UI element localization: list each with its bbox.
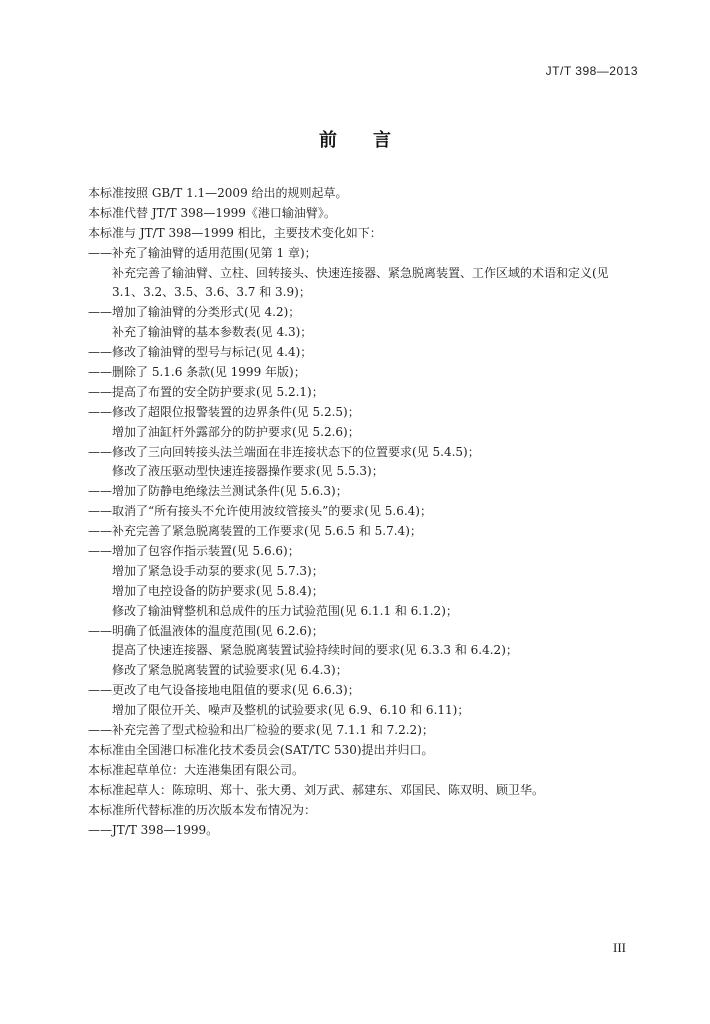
text-line: ——增加了输油臂的分类形式(见 4.2)； (88, 305, 301, 320)
text-line: 本标准所代替标准的历次版本发布情况为： (88, 802, 317, 817)
text-line: ——提高了布置的安全防护要求(见 5.2.1)； (88, 384, 324, 399)
text-line: 增加了限位开关、噪声及整机的试验要求(见 6.9、6.10 和 6.11)； (112, 703, 470, 718)
text-line: ——明确了低温液体的温度范围(见 6.2.6)； (88, 623, 324, 638)
text-line: 本标准起草人：陈琼明、郑十、张大勇、刘万武、郝建东、邓国民、陈双明、顾卫华。 (88, 782, 545, 797)
text-line: 本标准与 JT/T 398—1999 相比，主要技术变化如下： (88, 225, 382, 240)
text-line: ——修改了输油臂的型号与标记(见 4.4)； (88, 345, 313, 360)
text-line: 增加了紧急设手动泵的要求(见 5.7.3)； (112, 563, 324, 578)
text-line: ——修改了三向回转接头法兰端面在非连接状态下的位置要求(见 5.4.5)； (88, 444, 480, 459)
text-line: ——补充完善了紧急脱离装置的工作要求(见 5.6.5 和 5.7.4)； (88, 524, 422, 539)
text-line: 补充了输油臂的基本参数表(见 4.3)； (112, 325, 313, 340)
text-line: 本标准起草单位：大连港集团有限公司。 (88, 762, 305, 777)
text-line: ——取消了“所有接头不允许使用波纹管接头”的要求(见 5.6.4)； (88, 504, 432, 519)
text-line: 增加了油缸杆外露部分的防护要求(见 5.2.6)； (112, 424, 360, 439)
text-line: 修改了输油臂整机和总成件的压力试验范围(见 6.1.1 和 6.1.2)； (112, 603, 458, 618)
body-text (88, 184, 648, 840)
text-line: ——增加了防静电绝缘法兰测试条件(见 5.6.3)； (88, 484, 348, 499)
text-line: 本标准代替 JT/T 398—1999《港口输油臂》。 (88, 205, 336, 220)
text-line: ——更改了电气设备接地电阻值的要求(见 6.6.3)； (88, 683, 360, 698)
page-number: III (613, 940, 626, 955)
text-line: ——补充完善了型式检验和出厂检验的要求(见 7.1.1 和 7.2.2)； (88, 723, 434, 738)
text-line: ——修改了超限位报警装置的边界条件(见 5.2.5)； (88, 404, 360, 419)
text-line: 本标准按照 GB/T 1.1—2009 给出的规则起草。 (88, 186, 348, 200)
text-line: 提高了快速连接器、紧急脱离装置试验持续时间的要求(见 6.3.3 和 6.4.2)； (112, 643, 518, 658)
text-line: ——删除了 5.1.6 条款(见 1999 年版)； (88, 365, 306, 380)
text-line: ——JT/T 398—1999。 (88, 822, 219, 837)
text-line: 增加了电控设备的防护要求(见 5.8.4)； (112, 583, 324, 598)
text-line: 修改了液压驱动型快速连接器操作要求(见 5.5.3)； (112, 464, 384, 479)
text-line: 本标准由全国港口标准化技术委员会(SAT/TC 530)提出并归口。 (88, 742, 434, 757)
text-line: 3.1、3.2、3.5、3.6、3.7 和 3.9)； (112, 285, 311, 300)
page-title: 前言 (319, 130, 427, 151)
text-line: ——补充了输油臂的适用范围(见第 1 章)； (88, 245, 317, 260)
text-line: 修改了紧急脱离装置的试验要求(见 6.4.3)； (112, 663, 348, 678)
standard-code: JT/T 398—2013 (545, 64, 638, 78)
text-line: 补充完善了输油臂、立柱、回转接头、快速连接器、紧急脱离装置、工作区域的术语和定义(见 (112, 265, 609, 280)
text-line: ——增加了包容作指示装置(见 5.6.6)； (88, 544, 300, 559)
